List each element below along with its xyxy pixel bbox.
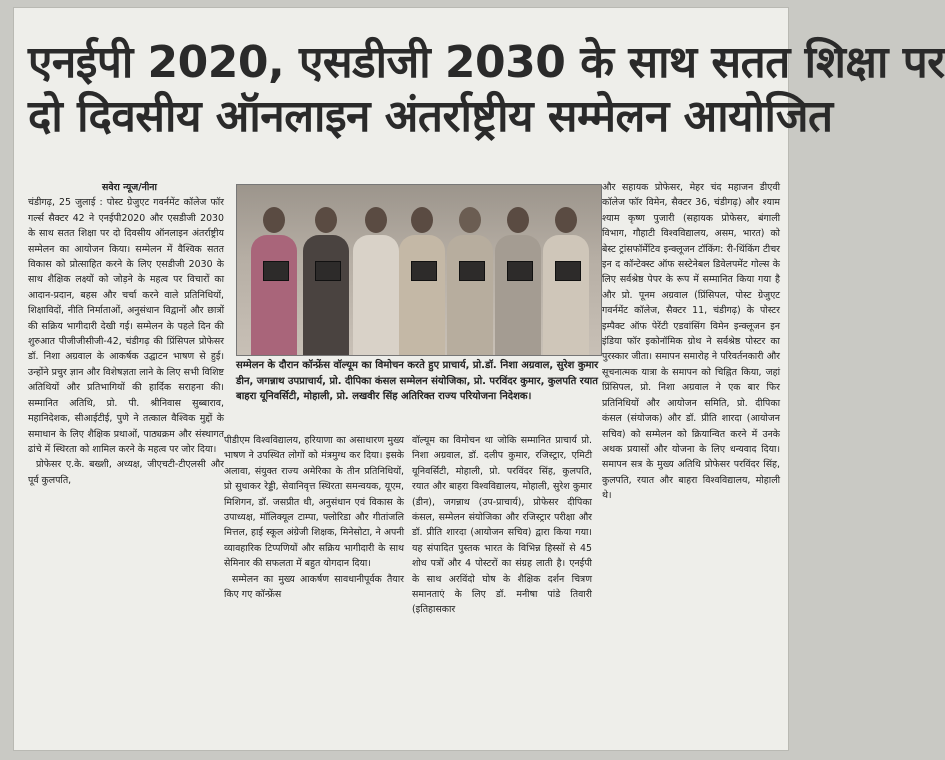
column-2-paragraph-1: पीडीएम विश्वविद्यालय, हरियाणा का असाधारण मुख्य भाषण ने उपस्थित लोगों को मंत्रमुग्ध कर दिया। इसके अलावा, संयुक्त राज्य अमेरिका के तीन प्रतिनिधियों, प्रो सुधाकर रेड्डी, सेवानिवृत्त स्थिरता समन्वयक, यूएम, मिशिगन, डॉ. जसप्रीत धी, अनुसंधान एवं विकास के उपाध्यक्ष, मॉलिक्यूल टाम्पा, फ्लोरिडा और गीतांजलि मित्तल, हाई स्कूल अंग्रेजी शिक्षक, मिनेसोटा, ने अपनी व्यावहारिक टिप्पणियों और सक्रिय भागीदारी के साथ सेमिनार की सफलता में बहुत योगदान दिया। (224, 435, 404, 570)
headline-line-1: एनईपी 2020, एसडीजी 2030 के साथ सतत शिक्षा पर (28, 37, 945, 88)
conference-photo (236, 184, 602, 356)
person-7 (543, 207, 589, 355)
person-4 (399, 207, 445, 355)
person-1 (251, 207, 297, 355)
column-1-paragraph-2: प्रोफेसर ए.के. बख्शी, अध्यक्ष, जीएचटी-टीएलसी और पूर्व कुलपति, (28, 459, 224, 486)
person-2 (303, 207, 349, 355)
headline-line-2: दो दिवसीय ऑनलाइन अंतर्राष्ट्रीय सम्मेलन आयोजित (28, 91, 833, 142)
column-1 (28, 180, 224, 744)
column-2 (224, 433, 404, 745)
person-6 (495, 207, 541, 355)
column-1-paragraph-1: चंडीगढ़, 25 जुलाई : पोस्ट ग्रेजुएट गवर्नमेंट कॉलेज फॉर गर्ल्स सैक्टर 42 ने एनईपी2020 और एसडीजी 2030 के साथ सतत शिक्षा पर दो दिवसीय ऑनलाइन अंतर्राष्ट्रीय सम्मेलन का आयोजन किया। सम्मेलन में वैश्विक सतत विकास को प्रोत्साहित करने के लिए एसडीजी 2030 के साथ शैक्षिक लक्ष्यों को जोड़ने के महत्व पर विचारों का आदान-प्रदान, बहस और चर्चा करने वाले प्रतिनिधियों, शिक्षाविदों, नीति निर्माताओं, अनुसंधान विद्वानों और छात्रों की सक्रिय भागीदारी देखी गई। सम्मेलन के पहले दिन की शुरुआत पीजीजीसीजी-42, चंडीगढ़ की प्रिंसिपल प्रोफेसर डॉ. निशा अग्रवाल के आकर्षक उद्घाटन भाषण से हुई। उन्होंने प्रचुर ज्ञान और विशेषज्ञता लाने के लिए सभी विशिष्ट अतिथियों और प्रतिभागियों की हार्दिक सराहना की। सम्मानित अतिथि, प्रो. पी. श्रीनिवास सुब्बाराव, महानिदेशक, सीआईटीई, पुणे ने तत्काल वैश्विक मुद्दों के समाधान के लिए शैक्षिक प्रथाओं, पाठ्यक्रम और संस्थागत ढांचे में स्थिरता को शामिल करने के महत्व पर जोर दिया। (28, 197, 224, 455)
column-3-paragraph-1: वॉल्यूम का विमोचन था जोकि सम्मानित प्राचार्य प्रो. निशा अग्रवाल, डॉ. दलीप कुमार, रजिस्ट्रार, एमिटी यूनिवर्सिटी, मोहाली, प्रो. परविंदर सिंह, कुलपति, रयात और बाहरा विश्वविद्यालय, मोहाली, सुरेश कुमार (डीन), जगन्नाथ (उप-प्राचार्य), प्रोफेसर दीपिका कंसल, सम्मेलन संयोजिका और रजिस्ट्रार परीक्षा और डॉ. प्रीति शारदा (आयोजन सचिव) द्वारा किया गया। यह संपादित पुस्तक भारत के विभिन्न हिस्सों से 45 शोध पत्रों और 4 पोस्टरों का संग्रह लाती है। एनईपी के साथ अरविंदो घोष के शैक्षिक दर्शन चित्रण समानताएं के लिए डॉ. मनीषा पांडे तिवारी (इतिहासकार (412, 435, 592, 616)
headline (28, 36, 945, 144)
column-3 (412, 433, 592, 745)
column-4 (602, 180, 780, 744)
person-5 (447, 207, 493, 355)
column-2-paragraph-2: सम्मेलन का मुख्य आकर्षण सावधानीपूर्वक तैयार किए गए कॉन्फ्रेंस (224, 573, 404, 601)
person-3 (353, 207, 399, 355)
photo-caption: सम्मेलन के दौरान कॉन्फ्रेंस वॉल्यूम का विमोचन करते हुए प्राचार्य, प्रो.डॉ. निशा अग्रवाल, सुरेश कुमार डीन, जगन्नाथ उपप्राचार्य, प्रो. दीपिका कंसल सम्मेलन संयोजिका, प्रो. परविंदर कुमार, कुलपति रयात बाहरा यूनिवर्सिटी, मोहाली, प्रो. लखवीर सिंह अतिरिक्त राज्य परियोजना निदेशक। (236, 360, 599, 402)
column-4-paragraph-1: और सहायक प्रोफेसर, मेहर चंद महाजन डीएवी कॉलेज फॉर विमेन, सैक्टर 36, चंडीगढ़) और श्याम श्याम कृष्ण पुजारी (सहायक प्रोफेसर, बंगाली विभाग, गौहाटी विश्वविद्यालय, असम, भारत) को बेस्ट ट्रांसफॉर्मेटिव इन्क्लूजन टॉकिंग: री-थिंकिंग टीचर इन द कॉन्टेक्स्ट ऑफ सस्टेनेबल डिवेलपमेंट गोल्स के लिए सर्वश्रेष्ठ पेपर के रूप में सम्मानित किया गया है और प्रो. पूनम अग्रवाल (प्रिंसिपल, पोस्ट ग्रेजुएट गवर्नमेंट कॉलेज, सैक्टर 11, चंडीगढ़) के पोस्टर इम्पैक्ट ऑफ पेरेंटी एडवांसिंग विमेन इन्क्लूजन इन इंडिया फॉर इकोनॉमिक ग्रोथ ने सर्वश्रेष्ठ पोस्टर का पुरस्कार जीता। समापन समारोह ने परिवर्तनकारी और सूचनात्मक यात्रा के समापन को चिह्नित किया, जहां प्रिंसिपल, प्रो. निशा अग्रवाल ने एक बार फिर प्रतिनिधियों और आयोजन समिति, प्रो. दीपिका कंसल (संयोजक) और डॉ. प्रीति शारदा (आयोजन सचिव) को सम्मेलन को क्रियान्वित करने में उनके अथक प्रयासों और योजना के लिए धन्यवाद दिया। समापन सत्र के मुख्य अतिथि प्रोफेसर परविंदर सिंह, कुलपति, रयात और बाहरा विश्वविद्यालय, मोहाली थे। (602, 182, 780, 502)
byline: सवेरा न्यूज/नीना (102, 182, 157, 193)
newspaper-clipping (14, 8, 945, 750)
